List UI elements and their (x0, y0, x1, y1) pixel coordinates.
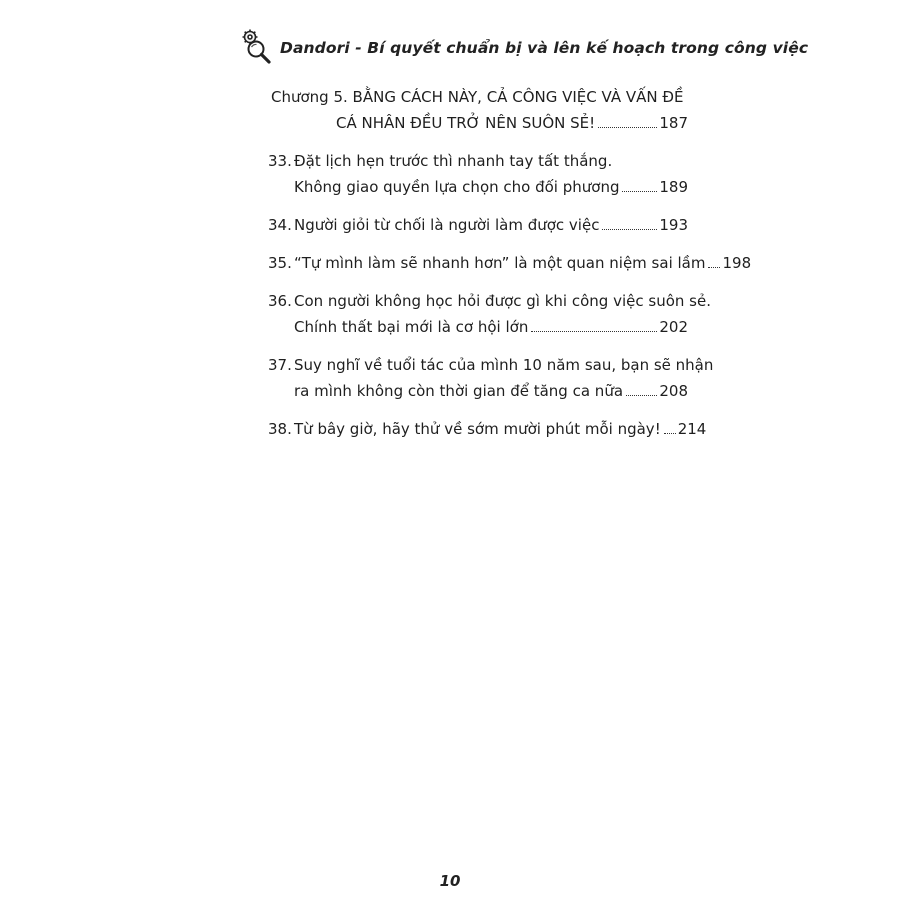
page-number: 202 (659, 318, 688, 336)
page-folio: 10 (439, 872, 461, 890)
entry-number: 34. (268, 216, 292, 234)
dot-leader (531, 331, 657, 332)
entry-title-line1: Suy nghĩ về tuổi tác của mình 10 năm sau, bạn sẽ nhận (294, 356, 714, 374)
toc-entry-35 (268, 250, 752, 276)
dot-leader (602, 229, 657, 230)
entry-title-line1: Đặt lịch hẹn trước thì nhanh tay tất thắng. (294, 152, 613, 170)
entry-title-line1: Người giỏi từ chối là người làm được việc (294, 216, 600, 234)
page-number: 214 (677, 420, 707, 438)
table-of-contents (268, 84, 752, 442)
chapter-heading-line2: CÁ NHÂN ĐỀU TRỞ NÊN SUÔN SẺ! (336, 114, 596, 132)
running-header (238, 26, 808, 66)
entry-title-line2: Không giao quyền lựa chọn cho đối phương (294, 178, 620, 196)
page-number: 189 (659, 178, 688, 196)
dot-leader (598, 127, 657, 128)
entry-number: 37. (268, 356, 292, 374)
book-title: Dandori - Bí quyết chuẩn bị và lên kế hoạch trong công việc (280, 39, 809, 57)
entry-title-line1: Con người không học hỏi được gì khi công việc suôn sẻ. (294, 292, 711, 310)
entry-title-line1: “Tự mình làm sẽ nhanh hơn” là một quan niệm sai lầm (294, 254, 706, 272)
entry-number: 33. (268, 152, 292, 170)
page-number: 193 (659, 216, 688, 234)
entry-number: 38. (268, 420, 292, 438)
dot-leader (708, 267, 720, 268)
page-number: 187 (659, 114, 688, 132)
dot-leader (622, 191, 657, 192)
toc-chapter-entry (268, 84, 688, 136)
toc-entry-36 (268, 288, 711, 340)
toc-entry-33 (268, 148, 688, 200)
toc-entry-37 (268, 352, 714, 404)
toc-entry-34 (268, 212, 688, 238)
chapter-heading-line1: Chương 5. BẰNG CÁCH NÀY, CẢ CÔNG VIỆC VÀ VẤN ĐỀ (271, 88, 684, 106)
entry-number: 36. (268, 292, 292, 310)
toc-entry-38 (268, 416, 707, 442)
entry-title-line2: Chính thất bại mới là cơ hội lớn (294, 318, 529, 336)
entry-title-line1: Từ bây giờ, hãy thử về sớm mười phút mỗi ngày! (294, 420, 661, 438)
entry-title-line2: ra mình không còn thời gian để tăng ca nữa (294, 382, 624, 400)
page-number: 208 (659, 382, 688, 400)
dot-leader (626, 395, 657, 396)
dot-leader (664, 433, 676, 434)
entry-number: 35. (268, 254, 292, 272)
page-number: 198 (722, 254, 752, 272)
magnifier-with-gear-icon (238, 26, 272, 66)
